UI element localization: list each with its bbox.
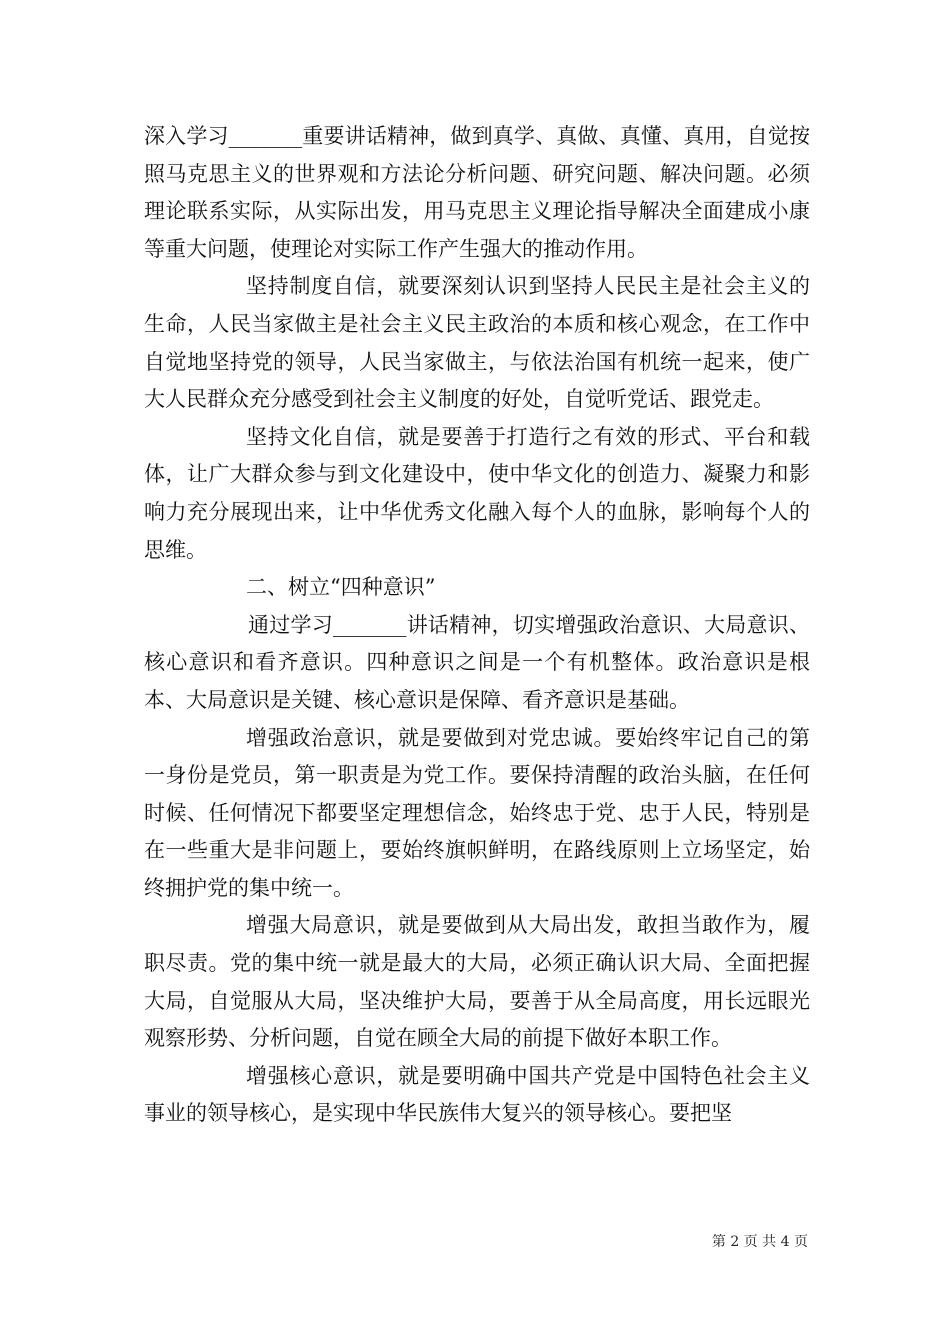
paragraph-four-consciousness: 通过学习_______讲话精神，切实增强政治意识、大局意识、核心意识和看齐意识。四种意识之间是一个有机整体。政治意识是根本、大局意识是关键、核心意识是保障、看齐意识是基础。 xyxy=(144,612,810,712)
paragraph-core-consciousness: 增强核心意识，就是要明确中国共产党是中国特色社会主义事业的领导核心，是实现中华民族伟大复兴的领导核心。要把坚 xyxy=(144,1063,810,1126)
section-heading-four-consciousness: 二、树立“四种意识” xyxy=(246,575,436,600)
paragraph-system-confidence: 坚持制度自信，就要深刻认识到坚持人民民主是社会主义的生命，人民当家做主是社会主义民主政治的本质和核心观念，在工作中自觉地坚持党的领导，人民当家做主，与依法治国有机统一起来，使广大人民群众充分感受到社会主义制度的好处，自觉听党话、跟党走。 xyxy=(144,274,810,412)
paragraph-theory: 深入学习_______重要讲话精神，做到真学、真做、真懂、真用，自觉按照马克思主义的世界观和方法论分析问题、研究问题、解决问题。必须理论联系实际，从实际出发，用马克思主义理论指导解决全面建成小康等重大问题，使理论对实际工作产生强大的推动作用。 xyxy=(144,124,810,261)
page-number: 第 2 页 共 4 页 xyxy=(711,1234,808,1250)
paragraph-overall-consciousness: 增强大局意识，就是要做到从大局出发，敢担当敢作为，履职尽责。党的集中统一就是最大的大局，必须正确认识大局、全面把握大局，自觉服从大局，坚决维护大局，要善于从全局高度，用长远眼光观察形势、分析问题，自觉在顾全大局的前提下做好本职工作。 xyxy=(144,913,810,1051)
paragraph-political-consciousness: 增强政治意识，就是要做到对党忠诚。要始终牢记自己的第一身份是党员，第一职责是为党工作。要保持清醒的政治头脑，在任何时候、任何情况下都要坚定理想信念，始终忠于党、忠于人民，特别是在一些重大是非问题上，要始终旗帜鲜明，在路线原则上立场坚定，始终拥护党的集中统一。 xyxy=(144,725,810,900)
body-text xyxy=(144,118,810,1133)
paragraph-culture-confidence: 坚持文化自信，就是要善于打造行之有效的形式、平台和载体，让广大群众参与到文化建设中，使中华文化的创造力、凝聚力和影响力充分展现出来，让中华优秀文化融入每个人的血脉，影响每个人的思维。 xyxy=(144,424,810,562)
